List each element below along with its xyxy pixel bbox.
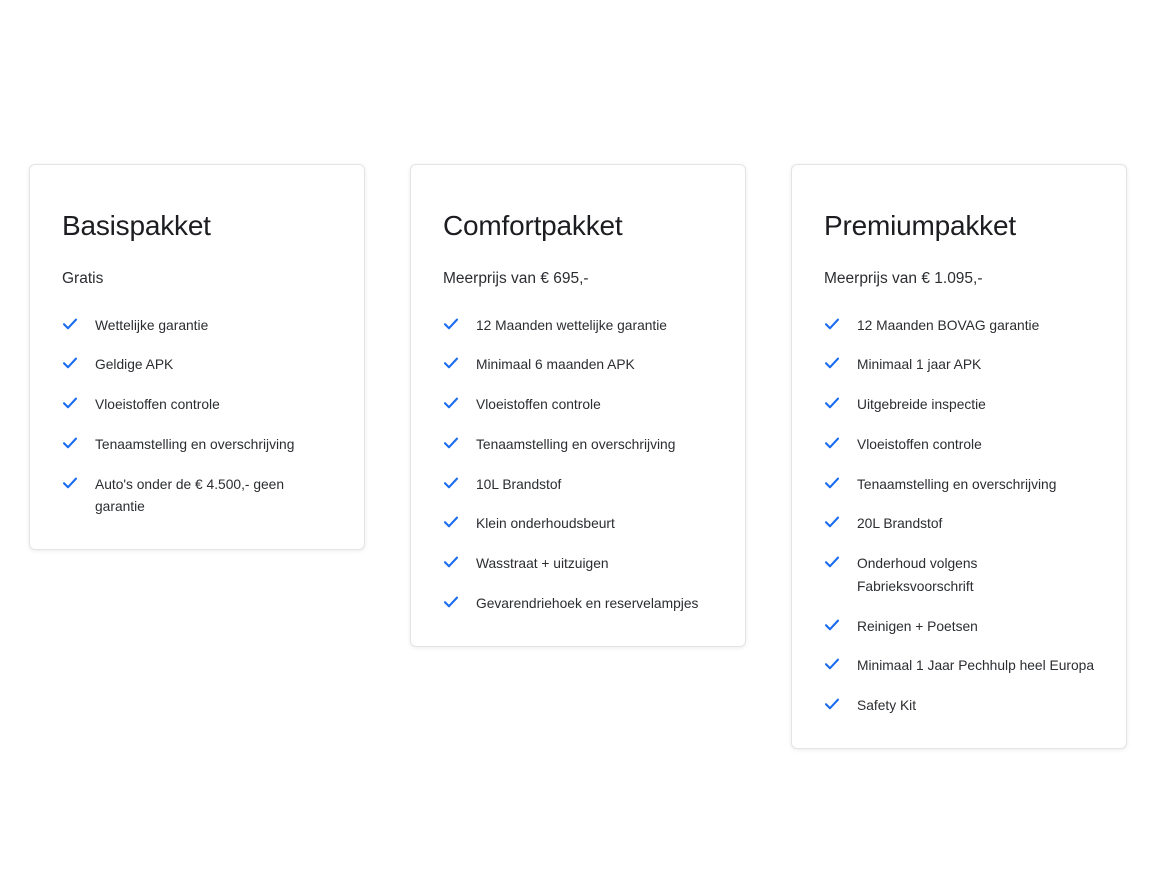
feature-label: Wettelijke garantie <box>95 317 209 333</box>
package-card-content <box>30 165 364 549</box>
check-icon <box>62 395 78 411</box>
feature-label: 12 Maanden BOVAG garantie <box>857 317 1040 333</box>
list-item <box>62 315 332 338</box>
feature-label: Uitgebreide inspectie <box>857 397 986 413</box>
check-icon <box>824 696 840 712</box>
package-feature-list <box>824 315 1094 718</box>
list-item <box>443 434 713 457</box>
list-item <box>62 354 332 377</box>
list-item <box>443 553 713 576</box>
package-feature-list <box>443 315 713 616</box>
check-icon <box>443 435 459 451</box>
list-item <box>824 655 1094 678</box>
check-icon <box>824 656 840 672</box>
check-icon <box>62 475 78 491</box>
check-icon <box>824 617 840 633</box>
feature-label: Tenaamstelling en overschrijving <box>476 436 676 452</box>
check-icon <box>824 316 840 332</box>
list-item <box>824 695 1094 718</box>
feature-label: Minimaal 1 jaar APK <box>857 357 982 373</box>
list-item <box>443 593 713 616</box>
feature-label: Wasstraat + uitzuigen <box>476 556 609 572</box>
check-icon <box>443 514 459 530</box>
check-icon <box>62 435 78 451</box>
package-title: Comfortpakket <box>443 210 623 241</box>
check-icon <box>824 475 840 491</box>
feature-label: Vloeistoffen controle <box>95 397 220 413</box>
list-item <box>824 315 1094 338</box>
check-icon <box>443 594 459 610</box>
list-item <box>824 474 1094 497</box>
list-item <box>443 315 713 338</box>
package-card-premiumpakket[interactable] <box>791 164 1127 749</box>
package-card-content <box>792 165 1126 748</box>
feature-label: Minimaal 1 Jaar Pechhulp heel Europa <box>857 658 1094 674</box>
package-price: Meerprijs van € 695,- <box>443 269 589 287</box>
list-item <box>824 434 1094 457</box>
list-item <box>824 616 1094 639</box>
check-icon <box>824 355 840 371</box>
check-icon <box>443 395 459 411</box>
check-icon <box>62 355 78 371</box>
package-card-basispakket[interactable] <box>29 164 365 550</box>
feature-label: Tenaamstelling en overschrijving <box>95 436 295 452</box>
feature-label: Reinigen + Poetsen <box>857 618 978 634</box>
feature-label: Vloeistoffen controle <box>857 436 982 452</box>
list-item <box>62 474 332 520</box>
check-icon <box>824 514 840 530</box>
list-item <box>62 434 332 457</box>
check-icon <box>824 554 840 570</box>
check-icon <box>443 554 459 570</box>
list-item <box>62 394 332 417</box>
package-price: Gratis <box>62 269 104 287</box>
package-card-comfortpakket[interactable] <box>410 164 746 647</box>
list-item <box>443 394 713 417</box>
feature-label: Gevarendriehoek en reservelampjes <box>476 595 699 611</box>
feature-label: 10L Brandstof <box>476 476 562 492</box>
list-item <box>824 553 1094 599</box>
feature-label: Geldige APK <box>95 357 174 373</box>
list-item <box>443 474 713 497</box>
feature-label: 12 Maanden wettelijke garantie <box>476 317 667 333</box>
feature-label: 20L Brandstof <box>857 516 943 532</box>
feature-label: Klein onderhoudsbeurt <box>476 516 615 532</box>
feature-label: Vloeistoffen controle <box>476 397 601 413</box>
check-icon <box>443 316 459 332</box>
list-item <box>443 513 713 536</box>
check-icon <box>62 316 78 332</box>
check-icon <box>824 395 840 411</box>
package-title: Premiumpakket <box>824 210 1016 241</box>
list-item <box>824 354 1094 377</box>
feature-label: Minimaal 6 maanden APK <box>476 357 635 373</box>
package-card-content <box>411 165 745 646</box>
feature-label: Safety Kit <box>857 698 917 714</box>
list-item <box>824 394 1094 417</box>
feature-label: Auto's onder de € 4.500,- geen garantie <box>95 476 285 515</box>
package-feature-list <box>62 315 332 520</box>
check-icon <box>824 435 840 451</box>
feature-label: Onderhoud volgens Fabrieksvoorschrift <box>857 556 978 594</box>
list-item <box>824 513 1094 536</box>
list-item <box>443 354 713 377</box>
package-title: Basispakket <box>62 210 211 241</box>
check-icon <box>443 355 459 371</box>
feature-label: Tenaamstelling en overschrijving <box>857 476 1057 492</box>
check-icon <box>443 475 459 491</box>
package-price: Meerprijs van € 1.095,- <box>824 269 983 287</box>
